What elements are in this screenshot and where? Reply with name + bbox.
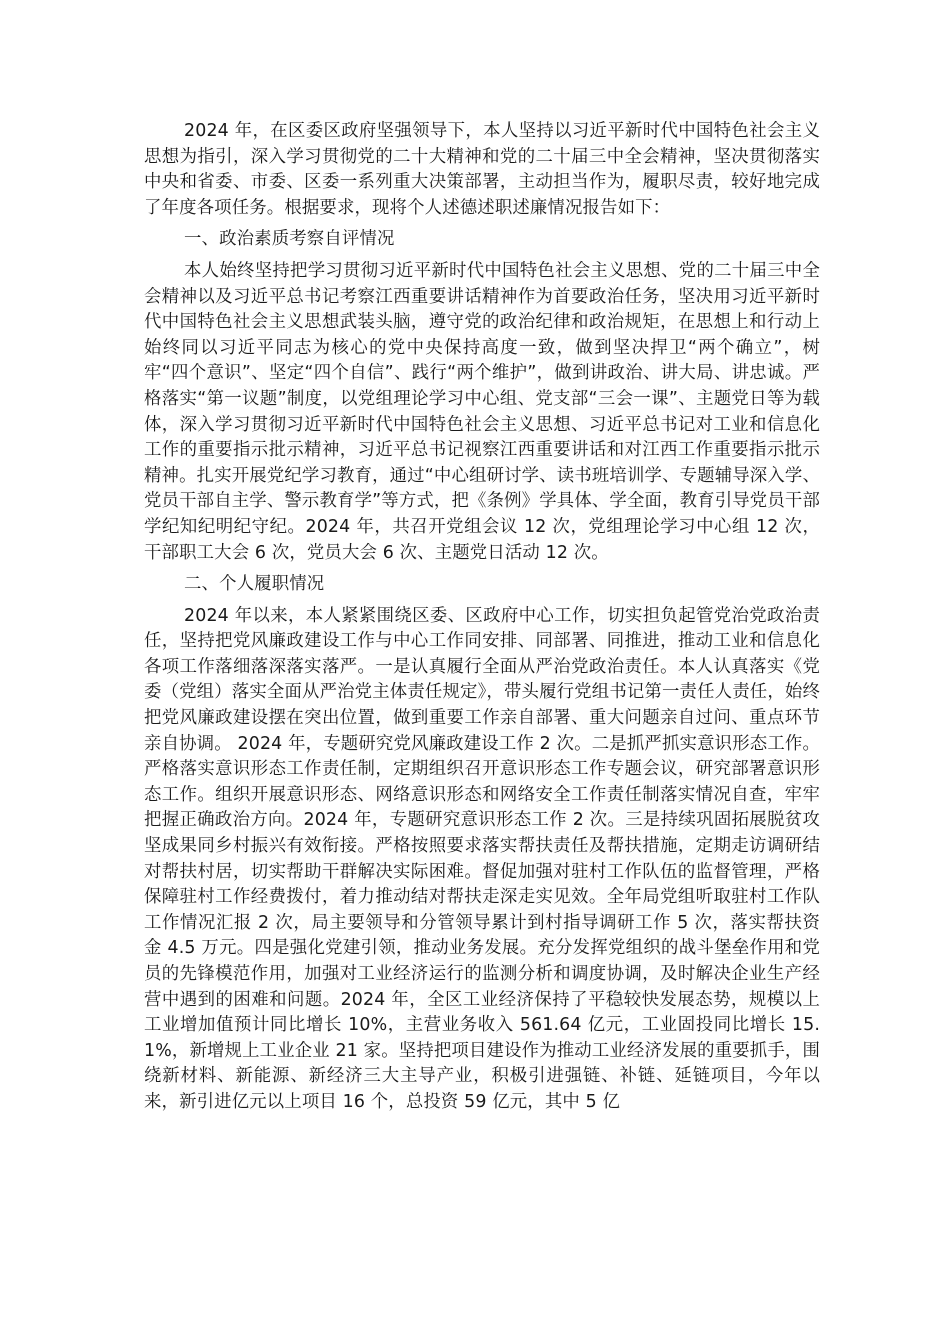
document-body xyxy=(144,119,820,1122)
duty-performance-paragraph: 2024 年以来，本人紧紧围绕区委、区政府中心工作，切实担负起管党治党政治责任，坚持把党风廉政建设工作与中心工作同安排、同部署、同推进，推动工业和信息化各项工作落细落深落实落严。一是认真履行全面从严治党政治责任。本人认真落实《党委（党组）落实全面从严治党主体责任规定》，带头履行党组书记第一责任人责任，始终把党风廉政建设摆在突出位置，做到重要工作亲自部署、重大问题亲自过问、重点环节亲自协调。 2024 年，专题研究党风廉政建设工作 2 次。二是抓严抓实意识形态工作。严格落实意识形态工作责任制，定期组织召开意识形态工作专题会议，研究部署意识形态工作。组织开展意识形态、网络意识形态和网络安全工作责任制落实情况自查，牢牢把握正确政治方向。2024 年，专题研究意识形态工作 2 次。三是持续巩固拓展脱贫攻坚成果同乡村振兴有效衔接。严格按照要求落实帮扶责任及帮扶措施，定期走访调研结对帮扶村居，切实帮助干群解决实际困难。督促加强对驻村工作队伍的监督管理，严格保障驻村工作经费拨付，着力推动结对帮扶走深走实见效。全年局党组听取驻村工作队工作情况汇报 2 次，局主要领导和分管领导累计到村指导调研工作 5 次，落实帮扶资金 4.5 万元。四是强化党建引领，推动业务发展。充分发挥党组织的战斗堡垒作用和党员的先锋模范作用，加强对工业经济运行的监测分析和调度协调，及时解决企业生产经营中遇到的困难和问题。2024 年，全区工业经济保持了平稳较快发展态势，规模以上工业增加值预计同比增长 10%，主营业务收入 561.64 亿元，工业固投同比增长 15.1%，新增规上工业企业 21 家。坚持把项目建设作为推动工业经济发展的重要抓手，围绕新材料、新能源、新经济三大主导产业，积极引进强链、补链、延链项目，今年以来，新引进亿元以上项目 16 个，总投资 59 亿元，其中 5 亿 xyxy=(144,605,820,1112)
section-heading-political: 一、政治素质考察自评情况 xyxy=(184,229,395,250)
intro-paragraph: 2024 年，在区委区政府坚强领导下，本人坚持以习近平新时代中国特色社会主义思想为指引，深入学习贯彻党的二十大精神和党的二十届三中全会精神，坚决贯彻落实中央和省委、市委、区委一系列重大决策部署，主动担当作为，履职尽责，较好地完成了年度各项任务。根据要求，现将个人述德述职述廉情况报告如下： xyxy=(144,121,820,218)
section-heading-duty: 二、个人履职情况 xyxy=(184,574,325,595)
political-quality-paragraph: 本人始终坚持把学习贯彻习近平新时代中国特色社会主义思想、党的二十届三中全会精神以及习近平总书记考察江西重要讲话精神作为首要政治任务，坚决用习近平新时代中国特色社会主义思想武装头脑，遵守党的政治纪律和政治规矩，在思想上和行动上始终同以习近平同志为核心的党中央保持高度一致，做到坚决捍卫“两个确立”，树牢“四个意识”、坚定“四个自信”、践行“两个维护”，做到讲政治、讲大局、讲忠诚。严格落实“第一议题”制度，以党组理论学习中心组、党支部“三会一课”、主题党日等为载体，深入学习贯彻习近平新时代中国特色社会主义思想、习近平总书记对工业和信息化工作的重要指示批示精神，习近平总书记视察江西重要讲话和对江西工作重要指示批示精神。扎实开展党纪学习教育，通过“中心组研讨学、读书班培训学、专题辅导深入学、党员干部自主学、警示教育学”等方式，把《条例》学具体、学全面，教育引导党员干部学纪知纪明纪守纪。2024 年，共召开党组会议 12 次，党组理论学习中心组 12 次，干部职工大会 6 次，党员大会 6 次、主题党日活动 12 次。 xyxy=(144,260,820,563)
